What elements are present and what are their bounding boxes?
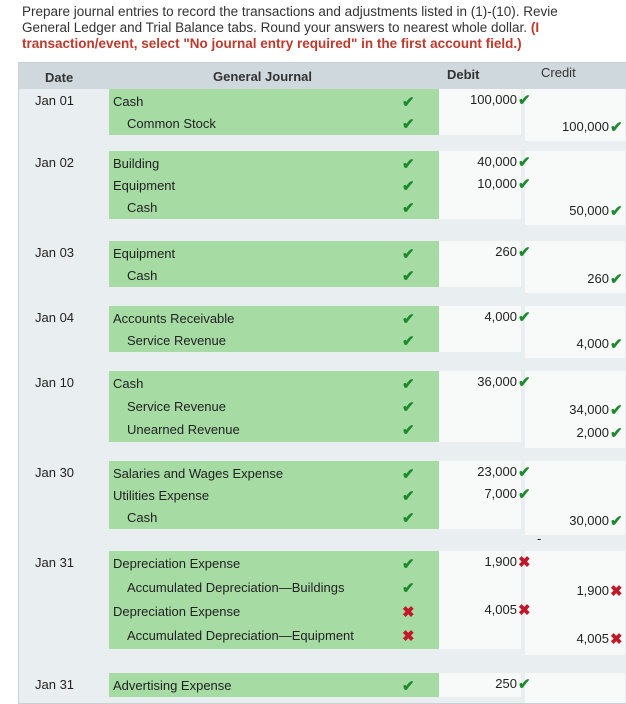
check-mark-icon: ✔ [402, 178, 415, 195]
check-mark-icon: ✔ [402, 268, 415, 285]
account-field[interactable]: Depreciation Expense [113, 556, 241, 571]
check-mark-icon: ✔ [610, 513, 623, 530]
check-mark-icon: ✔ [518, 676, 531, 693]
debit-amount[interactable]: 4,005 [484, 602, 517, 617]
instructions-line2 [22, 20, 626, 36]
check-mark-icon: ✔ [402, 556, 415, 573]
check-mark-icon: ✔ [402, 510, 415, 527]
account-field[interactable]: Accounts Receivable [113, 311, 235, 326]
entry-date: Jan 31 [35, 677, 75, 692]
debit-amount[interactable]: 260 [495, 244, 517, 259]
check-mark-icon: ✔ [610, 402, 623, 419]
check-mark-icon: ✔ [402, 246, 415, 263]
credit-amount[interactable]: 4,000 [576, 336, 609, 351]
debit-amount[interactable]: 7,000 [484, 486, 517, 501]
account-field[interactable]: Salaries and Wages Expense [113, 466, 284, 481]
check-mark-icon: ✔ [402, 488, 415, 505]
check-mark-icon: ✔ [518, 176, 531, 193]
check-mark-icon: ✔ [518, 92, 531, 109]
debit-amount[interactable]: 100,000 [470, 92, 517, 107]
credit-amount[interactable]: 2,000 [576, 425, 609, 440]
account-field[interactable]: Utilities Expense [113, 488, 210, 503]
instructions-line2-text: General Ledger and Trial Balance tabs. Round your answers to nearest whole dollar. [22, 20, 528, 35]
credit-amount[interactable]: 30,000 [569, 513, 609, 528]
x-mark-icon: ✖ [610, 583, 623, 600]
account-field[interactable]: Equipment [113, 246, 176, 261]
entry-date: Jan 04 [35, 310, 75, 325]
credit-amount[interactable]: 1,900 [576, 583, 609, 598]
check-mark-icon: ✔ [518, 486, 531, 503]
account-field[interactable]: Cash [127, 268, 158, 283]
account-field[interactable]: Service Revenue [127, 399, 226, 414]
entry-credit-cell [525, 673, 625, 703]
account-field[interactable]: Common Stock [127, 116, 216, 131]
debit-amount[interactable]: 36,000 [477, 374, 517, 389]
x-mark-icon: ✖ [518, 554, 531, 571]
entry-date: Jan 10 [35, 375, 75, 390]
check-mark-icon: ✔ [402, 156, 415, 173]
credit-amount[interactable]: 100,000 [562, 119, 609, 134]
account-field[interactable]: Accumulated Depreciation—Buildings [127, 580, 345, 595]
credit-amount[interactable]: 50,000 [569, 203, 609, 218]
account-field[interactable]: Cash [127, 200, 158, 215]
entry-date: Jan 03 [35, 245, 75, 260]
instructions [22, 4, 626, 52]
credit-amount[interactable]: 34,000 [569, 402, 609, 417]
account-field[interactable]: Depreciation Expense [113, 604, 241, 619]
credit-amount[interactable]: 4,005 [576, 631, 609, 646]
credit-amount[interactable]: 260 [587, 271, 609, 286]
x-mark-icon: ✖ [518, 602, 531, 619]
check-mark-icon: ✔ [402, 466, 415, 483]
check-mark-icon: ✔ [402, 580, 415, 597]
account-field[interactable]: Equipment [113, 178, 176, 193]
debit-amount[interactable]: 10,000 [477, 176, 517, 191]
check-mark-icon: ✔ [402, 94, 415, 111]
journal-table [18, 62, 626, 704]
check-mark-icon: ✔ [402, 200, 415, 217]
instructions-line1: Prepare journal entries to record the transactions and adjustments listed in (1)-(10). Revie [22, 4, 558, 19]
debit-amount[interactable]: 1,900 [484, 554, 517, 569]
entry-date: Jan 31 [35, 555, 75, 570]
entry-date: Jan 30 [35, 465, 75, 480]
check-mark-icon: ✔ [518, 374, 531, 391]
credit-dash: - [537, 531, 542, 546]
check-mark-icon: ✔ [402, 311, 415, 328]
check-mark-icon: ✔ [610, 336, 623, 353]
check-mark-icon: ✔ [402, 333, 415, 350]
check-mark-icon: ✔ [518, 244, 531, 261]
account-field[interactable]: Service Revenue [127, 333, 226, 348]
check-mark-icon: ✔ [518, 154, 531, 171]
check-mark-icon: ✔ [402, 376, 415, 393]
check-mark-icon: ✔ [610, 203, 623, 220]
debit-header: Debit [447, 67, 480, 82]
account-field[interactable]: Cash [113, 376, 144, 391]
debit-amount[interactable]: 23,000 [477, 464, 517, 479]
account-field[interactable]: Advertising Expense [113, 678, 232, 693]
entry-date: Jan 01 [35, 93, 75, 108]
x-mark-icon: ✖ [402, 628, 415, 645]
check-mark-icon: ✔ [402, 116, 415, 133]
x-mark-icon: ✖ [610, 631, 623, 648]
check-mark-icon: ✔ [518, 464, 531, 481]
account-field[interactable]: Unearned Revenue [127, 422, 240, 437]
account-field[interactable]: Cash [113, 94, 144, 109]
check-mark-icon: ✔ [402, 422, 415, 439]
check-mark-icon: ✔ [610, 119, 623, 136]
instructions-line2-red: (I [530, 20, 540, 35]
check-mark-icon: ✔ [610, 271, 623, 288]
account-field[interactable]: Building [113, 156, 160, 171]
entry-date: Jan 02 [35, 155, 75, 170]
account-field[interactable]: Cash [127, 510, 158, 525]
account-field[interactable]: Accumulated Depreciation—Equipment [127, 628, 354, 643]
debit-amount[interactable]: 4,000 [484, 309, 517, 324]
check-mark-icon: ✔ [402, 678, 415, 695]
x-mark-icon: ✖ [402, 604, 415, 621]
debit-amount[interactable]: 40,000 [477, 154, 517, 169]
instructions-line3: transaction/event, select "No journal entry required" in the first account field.) [22, 36, 522, 51]
credit-header: Credit [541, 65, 576, 80]
check-mark-icon: ✔ [518, 309, 531, 326]
journal-header: General Journal [213, 69, 312, 84]
date-header: Date [45, 70, 74, 85]
check-mark-icon: ✔ [402, 399, 415, 416]
check-mark-icon: ✔ [610, 425, 623, 442]
debit-amount[interactable]: 250 [495, 676, 517, 691]
